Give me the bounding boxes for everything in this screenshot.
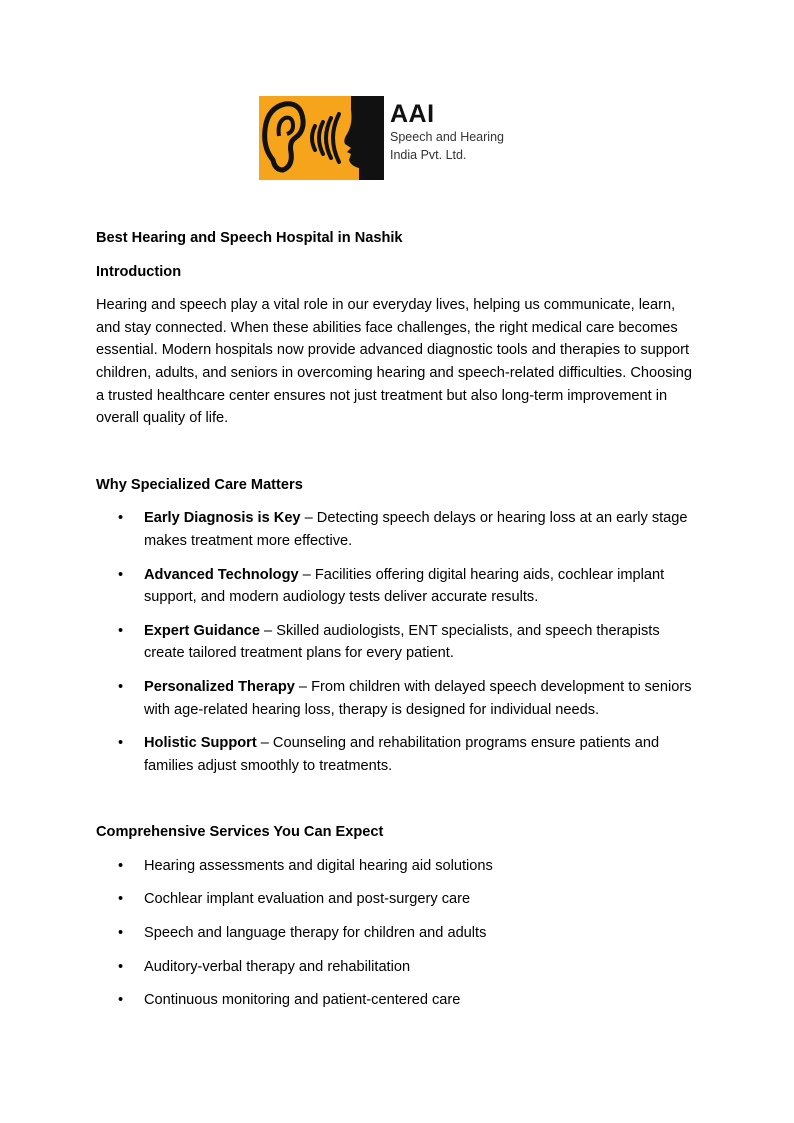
service-item-text: Auditory-verbal therapy and rehabilitation	[144, 958, 411, 975]
logo-subtitle-line2: India Pvt. Ltd.	[390, 148, 467, 162]
why-item-desc: – Facilities offering digital hearing aids, cochlear implant support, and modern audiology tests deliver accurate results.	[144, 566, 665, 606]
services-heading: Comprehensive Services You Can Expect	[96, 824, 384, 841]
logo-subtitle-line1: Speech and Hearing	[390, 130, 504, 144]
bullet: •	[118, 958, 124, 975]
bullet: •	[118, 735, 124, 752]
why-list-item	[96, 564, 700, 609]
why-item-term: Expert Guidance	[144, 622, 260, 639]
why-heading: Why Specialized Care Matters	[96, 476, 303, 493]
services-list	[96, 855, 700, 1012]
service-list-item	[96, 855, 700, 878]
company-logo	[259, 96, 531, 180]
why-item-desc: – Detecting speech delays or hearing loss at an early stage makes treatment more effective.	[144, 510, 688, 549]
why-list-item	[96, 620, 700, 665]
bullet: •	[118, 992, 124, 1009]
bullet: •	[118, 510, 124, 527]
why-list	[96, 507, 700, 777]
logo-text	[390, 100, 504, 164]
service-item-text: Cochlear implant evaluation and post-surgery care	[144, 891, 471, 908]
service-list-item	[96, 956, 700, 979]
bullet: •	[118, 566, 124, 583]
why-item-desc: – Skilled audiologists, ENT specialists, and speech therapists create tailored treatment plans for every patient.	[144, 622, 660, 662]
why-item-desc: – Counseling and rehabilitation programs ensure patients and families adjust smoothly to treatments.	[144, 735, 660, 774]
why-list-item	[96, 676, 700, 721]
document-body	[96, 227, 700, 1023]
bullet: •	[118, 622, 124, 639]
why-item-term: Early Diagnosis is Key	[144, 510, 301, 527]
service-list-item	[96, 989, 700, 1012]
service-list-item	[96, 922, 700, 945]
service-item-text: Hearing assessments and digital hearing aid solutions	[144, 857, 493, 874]
why-item-term: Advanced Technology	[144, 566, 299, 583]
bullet: •	[118, 891, 124, 908]
bullet: •	[118, 678, 124, 695]
logo-name: AAI	[390, 100, 435, 128]
why-item-desc: – From children with delayed speech development to seniors with age-related hearing loss, therapy is designed for individual needs.	[144, 678, 692, 718]
service-item-text: Continuous monitoring and patient-centered care	[144, 992, 461, 1009]
why-item-term: Personalized Therapy	[144, 678, 295, 695]
why-list-item	[96, 507, 700, 552]
bullet: •	[118, 857, 124, 874]
page-title: Best Hearing and Speech Hospital in Nashik	[96, 230, 403, 246]
intro-heading: Introduction	[96, 263, 182, 280]
ear-speech-logo-icon	[259, 96, 384, 180]
why-item-term: Holistic Support	[144, 735, 257, 752]
why-list-item	[96, 732, 700, 777]
service-list-item	[96, 888, 700, 911]
bullet: •	[118, 925, 124, 942]
intro-paragraph: Hearing and speech play a vital role in our everyday lives, helping us communicate, learn, and stay connected. When these abilities face challenges, the right medical care becomes essential. Modern hospitals now provide advanced diagnostic tools and therapies to support children, adults, and seniors in overcoming hearing and speech-related difficulties. Choosing a trusted healthcare center ensures not just treatment but also long-term improvement in overall quality of life.	[96, 297, 692, 427]
service-item-text: Speech and language therapy for children and adults	[144, 925, 487, 942]
